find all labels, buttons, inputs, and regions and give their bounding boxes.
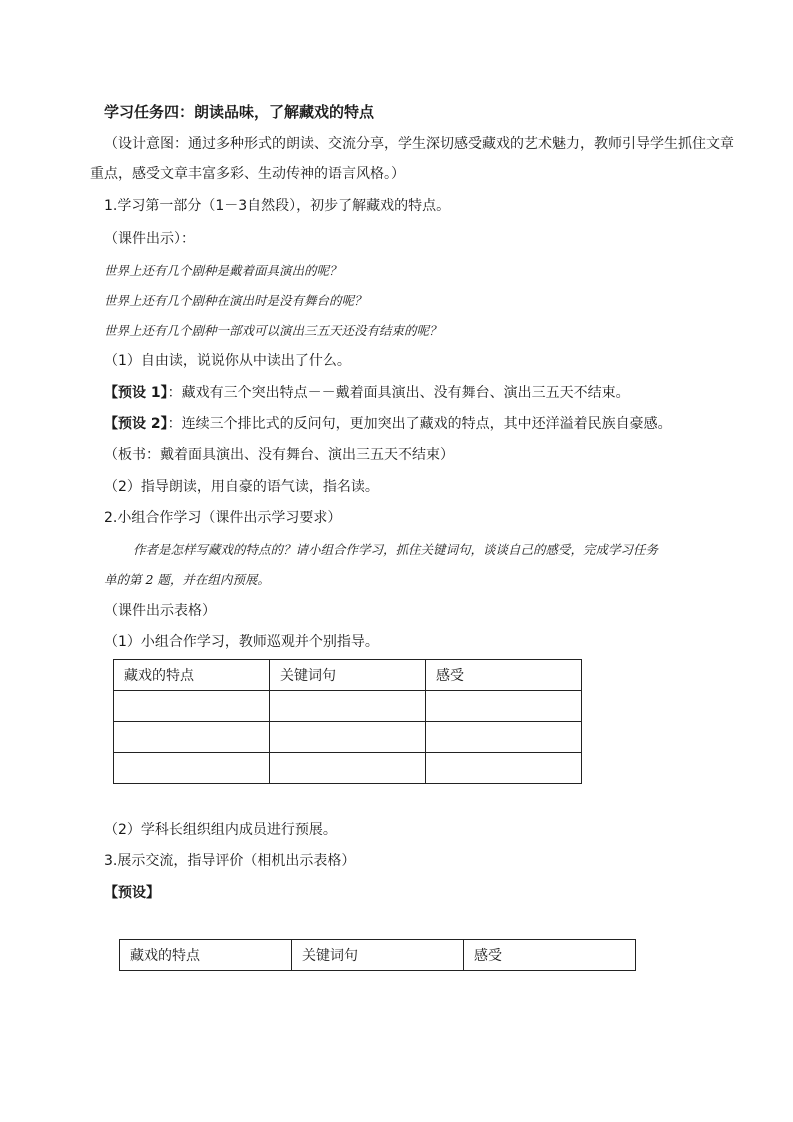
- blackboard-note: （板书：戴着面具演出、没有舞台、演出三五天不结束）: [104, 447, 454, 463]
- table-header-row: [120, 940, 636, 971]
- preset-2: [104, 414, 672, 434]
- table-row: [114, 722, 582, 753]
- features-table: [113, 659, 582, 784]
- header-cell-feeling: 感受: [426, 660, 582, 691]
- task-text-line-2: 单的第 2 题，并在组内预展。: [104, 572, 270, 587]
- title: 学习任务四：朗读品味，了解藏戏的特点: [104, 103, 375, 121]
- design-intent-line-1: （设计意图：通过多种形式的朗读、交流分享，学生深切感受藏戏的艺术魅力，教师引导学生抓住文章: [104, 136, 734, 152]
- header-cell-keywords: 关键词句: [270, 660, 426, 691]
- table-cell[interactable]: [426, 691, 582, 722]
- table-cell[interactable]: [114, 753, 270, 784]
- presentation-table: [119, 939, 636, 971]
- table-label: （课件出示表格）: [104, 603, 216, 619]
- question-2: 世界上还有几个剧种在演出时是没有舞台的呢？: [104, 293, 367, 308]
- sub-step-2: （2）指导朗读，用自豪的语气读，指名读。: [104, 479, 379, 495]
- table-cell[interactable]: [426, 753, 582, 784]
- sub-step-4: （2）学科长组织组内成员进行预展。: [104, 822, 337, 838]
- table-cell[interactable]: [270, 753, 426, 784]
- header-cell-keywords: 关键词句: [292, 940, 464, 971]
- table-cell[interactable]: [270, 691, 426, 722]
- question-3: 世界上还有几个剧种一部戏可以演出三五天还没有结束的呢？: [104, 323, 442, 338]
- question-1: 世界上还有几个剧种是戴着面具演出的呢？: [104, 263, 342, 278]
- table-header-row: [114, 660, 582, 691]
- design-intent-line-2: 重点，感受文章丰富多彩、生动传神的语言风格。）: [90, 166, 405, 182]
- step-1: 1.学习第一部分（1－3自然段），初步了解藏戏的特点。: [104, 198, 451, 214]
- header-cell-feature: 藏戏的特点: [120, 940, 292, 971]
- sub-step-1: （1）自由读，说说你从中读出了什么。: [104, 353, 351, 369]
- table-cell[interactable]: [114, 691, 270, 722]
- table-cell[interactable]: [426, 722, 582, 753]
- preset-2-label: 【预设 2】: [104, 416, 168, 432]
- table-cell[interactable]: [114, 722, 270, 753]
- table-cell[interactable]: [270, 722, 426, 753]
- preset-1: [104, 383, 630, 403]
- step-2: 2.小组合作学习（课件出示学习要求）: [104, 510, 342, 526]
- table-row: [114, 691, 582, 722]
- preset-1-text: ：藏戏有三个突出特点－－戴着面具演出、没有舞台、演出三五天不结束。: [167, 385, 630, 401]
- preset-heading: 【预设】: [104, 885, 160, 901]
- header-cell-feeling: 感受: [464, 940, 636, 971]
- table-row: [114, 753, 582, 784]
- preset-2-text: ：连续三个排比式的反问句，更加突出了藏戏的特点，其中还洋溢着民族自豪感。: [167, 416, 672, 432]
- courseware-label: （课件出示）：: [104, 231, 195, 247]
- header-cell-feature: 藏戏的特点: [114, 660, 270, 691]
- step-3: 3.展示交流，指导评价（相机出示表格）: [104, 853, 356, 869]
- preset-1-label: 【预设 1】: [104, 385, 168, 401]
- task-text-line-1: 作者是怎样写藏戏的特点的？请小组合作学习，抓住关键词句，谈谈自己的感受，完成学习任务: [133, 542, 659, 557]
- sub-step-3: （1）小组合作学习，教师巡观并个别指导。: [104, 634, 379, 650]
